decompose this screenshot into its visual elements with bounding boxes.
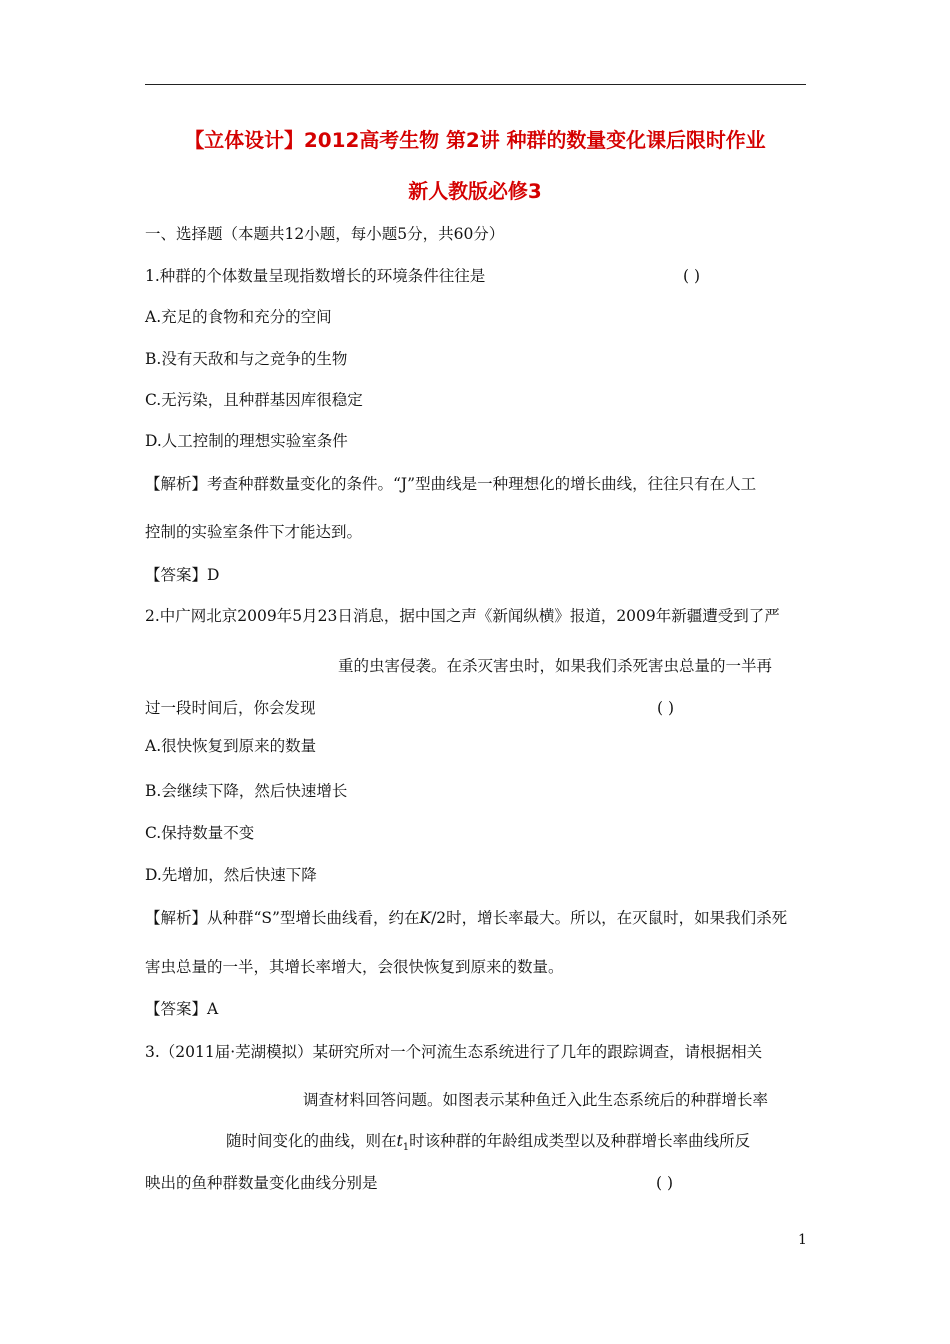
q3-stem-line3 [226,1131,750,1158]
q2-option-b: B.会继续下降，然后快速增长 [145,782,348,800]
q2-analysis-pre: 【解析】从种群“S”型增长曲线看，约在 [145,909,420,927]
q2-stem-line2: 重的虫害侵袭。在杀灭害虫时，如果我们杀死害虫总量的一半再 [338,657,773,675]
q1-option-b: B.没有天敌和与之竞争的生物 [145,350,348,368]
q3-stem-sub: 1 [402,1142,410,1154]
q1-option-c: C.无污染，且种群基因库很稳定 [145,391,363,409]
document-title-line1: 【立体设计】2012高考生物 第2讲 种群的数量变化课后限时作业 [184,129,766,152]
q2-option-d: D.先增加，然后快速下降 [145,866,317,884]
q3-stem-line1: 3.（2011届·芜湖模拟）某研究所对一个河流生态系统进行了几年的跟踪调查，请根据相关 [145,1043,763,1061]
q3-stem-t: t [396,1132,403,1150]
header-rule [145,84,806,85]
q2-option-a: A.很快恢复到原来的数量 [145,737,317,755]
page-number: 1 [798,1232,807,1248]
document-title-line2: 新人教版必修3 [408,180,542,203]
q3-stem-pre: 随时间变化的曲线，则在 [226,1132,397,1150]
q2-analysis-line1 [145,908,787,928]
section-heading: 一、选择题（本题共12小题，每小题5分，共60分） [145,225,505,243]
q1-answer-blank: ( ) [683,267,701,285]
q2-analysis-line2: 害虫总量的一半，其增长率增大，会很快恢复到原来的数量。 [145,958,564,976]
q2-stem-line1: 2.中广网北京2009年5月23日消息，据中国之声《新闻纵横》报道，2009年新疆遭受到了严 [145,607,780,625]
q2-stem-line3: 过一段时间后，你会发现 [145,699,316,717]
q1-option-d: D.人工控制的理想实验室条件 [145,432,348,450]
q1-stem: 1.种群的个体数量呈现指数增长的环境条件往往是 [145,267,486,285]
q3-stem-line4: 映出的鱼种群数量变化曲线分别是 [145,1174,378,1192]
q3-stem-post: 时该种群的年龄组成类型以及种群增长率曲线所反 [409,1132,751,1150]
q2-option-c: C.保持数量不变 [145,824,255,842]
q1-answer: 【答案】D [145,566,220,584]
q3-answer-blank: ( ) [656,1174,674,1192]
q2-analysis-k: K [419,909,432,927]
q2-analysis-post: /2时，增长率最大。所以，在灭鼠时，如果我们杀死 [431,909,788,927]
q1-analysis-line1: 【解析】考查种群数量变化的条件。“J”型曲线是一种理想化的增长曲线，往往只有在人工 [145,475,757,493]
q1-analysis-line2: 控制的实验室条件下才能达到。 [145,523,363,541]
q1-option-a: A.充足的食物和充分的空间 [145,308,332,326]
q2-answer: 【答案】A [145,1000,219,1018]
q3-stem-line2: 调查材料回答问题。如图表示某种鱼迁入此生态系统后的种群增长率 [303,1091,769,1109]
q2-answer-blank: ( ) [657,699,675,717]
